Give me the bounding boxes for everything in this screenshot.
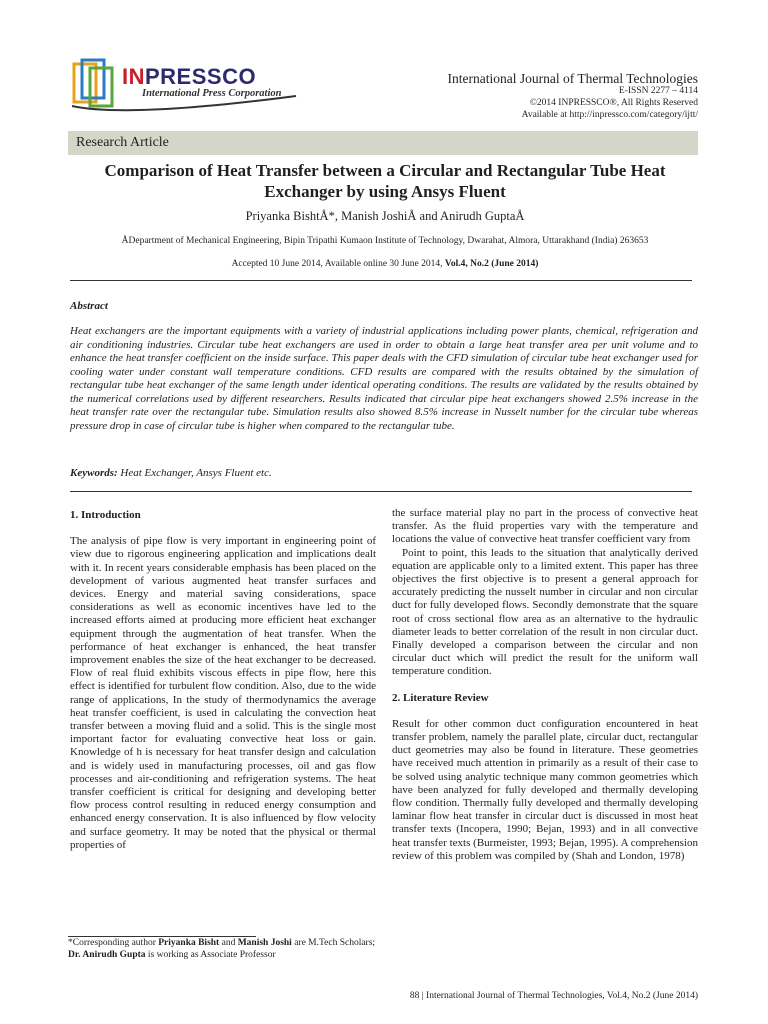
footnote-post: is working as Associate Professor [145,950,276,960]
abstract-heading: Abstract [70,300,108,312]
paragraph-continued: the surface material play no part in the process of convective heat transfer. As the fluid properties vary with the temperature and locations the value of convective heat transfer coefficient vary from [392,507,698,546]
logo-in: IN [122,64,145,89]
corresponding-author-footnote [68,937,378,961]
abstract-text: Heat exchangers are the important equipments with a variety of industrial applications including power plants, chemical, refrigeration and air conditioning industries. Circular tube heat exchangers are used in order to obtain a large heat transfer area per unit volume and to enhance the heat transfer coefficient on the inside surface. This paper deals with the CFD simulation of circular tube heat exchanger used for cooling water under constant wall temperature conditions. CFD results are compared with the results obtained by the simulation of rectangular tube heat exchanger of the same length under identical operating conditions. The results are validated by the results obtained by the numerical correlations used by different researchers. Results indicated that circular pipe heat exchangers showed 2.5% increase in the heat transfer rate over the rectangular tube. Simulation results also showed 8.5% increase in Nusselt number for the circular tube whereas pressure drop in case of circular tube is higher when compared to the rectangular tube. [70,325,698,432]
paragraph-objectives: Point to point, this leads to the situation that analytically derived equation are applicable only to a limited extent. This paper has three objectives the first objective is to present a general approach for accurately predicting the nusselt number in circular and non circular duct for fully developed flows. Secondly demonstrate that the square root of cross sectional flow area as an alternative to the hydraulic diameter leads to better correlation of the result in non circular duct. Finally developed a comparison between the circular and non circular duct which will predict the result for the uniform wall temperature condition. [392,546,698,678]
keywords-text: Heat Exchanger, Ansys Fluent etc. [117,467,272,479]
introduction-paragraph: The analysis of pipe flow is very important in engineering point of view due to rigorous engineering application and implications dealt with it. In recent years considerable emphasis has been placed on the development of various augmented heat transfer surfaces and devices. Energy and material saving considerations, space considerations as well as economic incentives have led to the increased efforts aimed at producing more efficient heat exchanger equipment through the augmentation of heat transfer. When the performance of heat exchanger is enhanced, the heat transfer improvement enables the size of the heat exchanger to be decreased. Flow of real fluid exhibits viscous effects in pipe flow, here this effect is identified for turbulent flow condition. Also, due to the wide range of applications, In the study of thermodynamics the average heat transfer coefficient, is used in calculating the convection heat transfer between a moving fluid and a solid. This is the single most important factor for evaluating convective heat loss or gain. Knowledge of h is necessary for heat transfer design and calculation and is widely used in manufacturing processes, oil and gas flow processes and air-conditioning and refrigeration systems. The heat transfer coefficient is critical for designing and developing better flow process control resulting in reduced energy consumption and enhanced energy conservation. It is also influenced by flow velocity and surface geometry. It may be noted that the physical or thermal properties of [70,535,376,851]
issn: E-ISSN 2277 – 4114 [618,86,698,96]
journal-name: International Journal of Thermal Technologies [447,71,698,86]
footnote-author2: Manish Joshi [237,938,292,948]
page-footer: 88 | International Journal of Thermal Technologies, Vol.4, No.2 (June 2014) [409,991,698,1001]
author-list: Priyanka BishtÅ*, Manish JoshiÅ and Anirudh GuptaÅ [245,209,525,223]
article-type-label: Research Article [76,135,169,150]
footnote-author1: Priyanka Bisht [158,938,220,948]
section-heading-introduction: 1. Introduction [70,509,141,521]
volume-info: Vol.4, No.2 (June 2014) [444,259,539,269]
literature-review-paragraph: Result for other common duct configuration encountered in heat transfer problem, namely the parallel plate, circular duct, rectangular duct geometries may also be found in literature. These geometries have received much attention in primarily as a result of their case to be solved using analytic technique many common geometries which have been analyzed for fully developed and thermally developing flow condition. Thermally fully developed and thermally developing laminar flow heat transfer in circular duct is discussed in most heat transfer texts (Incopera, 1990; Bejan, 1993) and in all convective heat transfer texts (Burmeister, 1993; Bejan, 1995). A comprehension review of this problem was compiled by (Shah and London, 1978) [392,717,698,862]
affiliation: ÅDepartment of Mechanical Engineering, Bipin Tripathi Kumaon Institute of Technology, Dwarahat, Almora, Uttarakhand (India) 263653 [121,236,649,246]
availability-link[interactable]: Available at http://inpressco.com/category/ijtt/ [521,110,698,120]
footnote-pre: *Corresponding author [68,938,159,948]
right-column [392,507,698,863]
keywords [70,467,272,479]
publication-dates [70,259,700,269]
footnote-mid: are M.Tech Scholars; [291,938,376,948]
left-column [70,509,376,852]
section-heading-literature-review: 2. Literature Review [392,691,489,704]
divider [70,280,692,281]
copyright: ©2014 INPRESSCO®, All Rights Reserved [529,98,698,108]
footnote-and: and [219,938,238,948]
logo-tagline: International Press Corporation [142,88,282,99]
logo-wordmark [122,64,256,90]
divider [70,491,692,492]
article-type-banner [68,131,698,155]
logo-pressco: PRESSCO [145,64,257,89]
keywords-label: Keywords: [70,467,118,479]
paper-title: Comparison of Heat Transfer between a Circular and Rectangular Tube Heat Exchanger by using Ansys Fluent [104,161,666,201]
footnote-author3: Dr. Anirudh Gupta [68,950,146,960]
dates-text: Accepted 10 June 2014, Available online 30 June 2014, [231,259,445,269]
